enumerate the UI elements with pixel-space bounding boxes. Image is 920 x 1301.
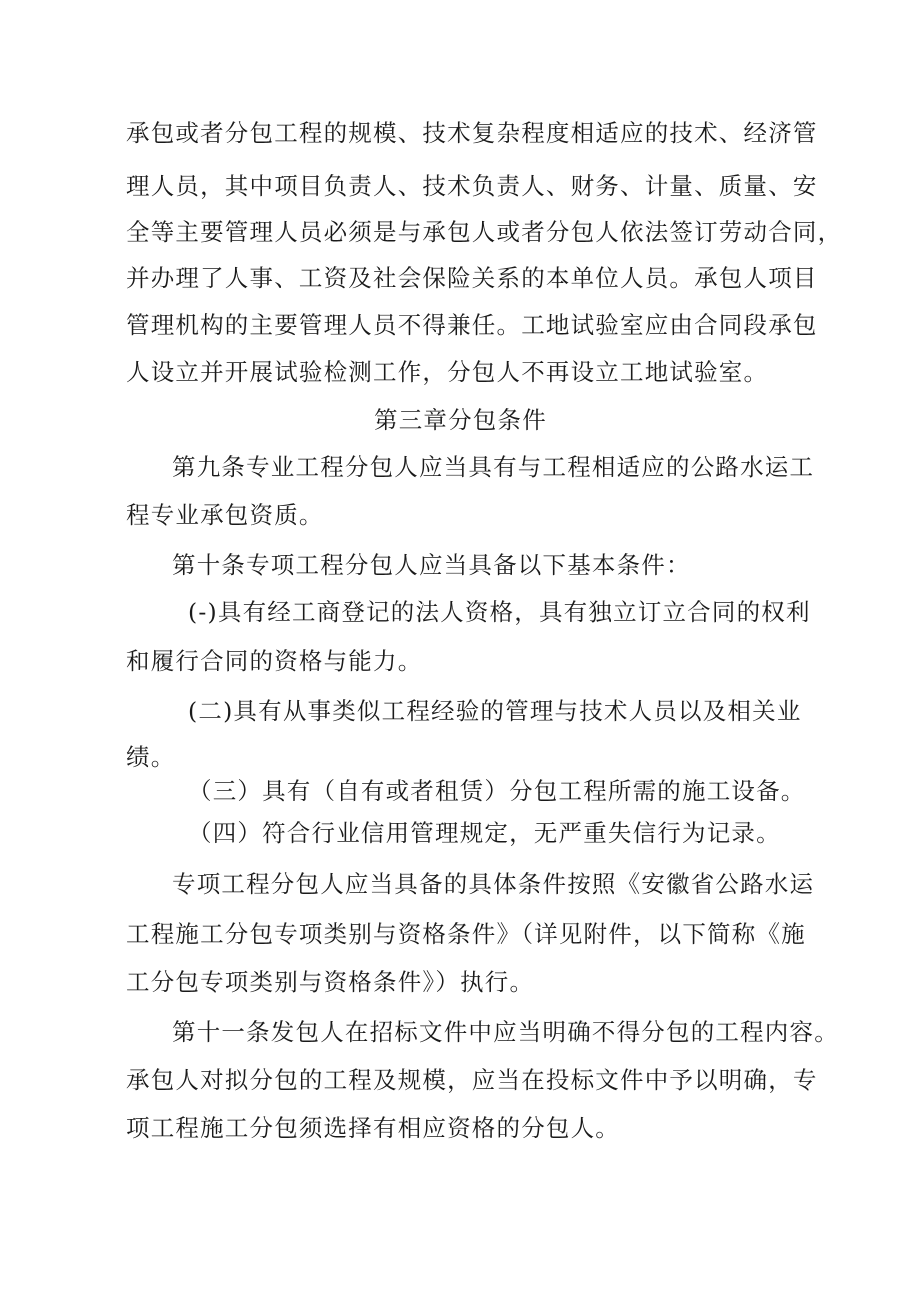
paragraph-line: 和履行合同的资格与能力。: [126, 647, 423, 675]
list-item: （三）具有（自有或者租赁）分包工程所需的施工设备。: [188, 777, 806, 805]
paragraph-line: 全等主要管理人员必须是与承包人或者分包人依法签订劳动合同，: [126, 218, 843, 246]
list-item: (-)具有经工商登记的法人资格，具有独立订立合同的权利: [188, 598, 811, 626]
paragraph-line: 理人员，其中项目负责人、技术负责人、财务、计量、质量、安: [126, 172, 818, 200]
list-item: （四）符合行业信用管理规定，无严重失信行为记录。: [188, 819, 781, 847]
paragraph-line: 工分包专项类别与资格条件》）执行。: [126, 968, 535, 996]
paragraph-line: 管理机构的主要管理人员不得兼任。工地试验室应由合同段承包: [126, 311, 818, 339]
paragraph-line: 并办理了人事、工资及社会保险关系的本单位人员。承包人项目: [126, 264, 818, 292]
paragraph-line: 绩。: [126, 743, 176, 771]
paragraph-line: 人设立并开展试验检测工作，分包人不再设立工地试验室。: [126, 358, 769, 386]
list-item: (二)具有从事类似工程经验的管理与技术人员以及相关业: [188, 697, 802, 725]
paragraph-line: 专项工程分包人应当具备的具体条件按照《安徽省公路水运: [172, 870, 815, 898]
paragraph-line: 第九条专业工程分包人应当具有与工程相适应的公路水运工: [172, 453, 815, 481]
paragraph-line: 程专业承包资质。: [126, 501, 324, 529]
paragraph-line: 第十条专项工程分包人应当具备以下基本条件：: [172, 551, 691, 579]
paragraph-line: 承包或者分包工程的规模、技术复杂程度相适应的技术、经济管: [126, 119, 818, 147]
paragraph-line: 第十一条发包人在招标文件中应当明确不得分包的工程内容。: [172, 1018, 839, 1046]
paragraph-line: 承包人对拟分包的工程及规模，应当在投标文件中予以明确，专: [126, 1066, 818, 1094]
paragraph-line: 工程施工分包专项类别与资格条件》（详见附件，以下简称《施: [126, 920, 806, 948]
paragraph-line: 项工程施工分包须选择有相应资格的分包人。: [126, 1114, 620, 1142]
chapter-heading: 第三章分包条件: [374, 406, 547, 434]
